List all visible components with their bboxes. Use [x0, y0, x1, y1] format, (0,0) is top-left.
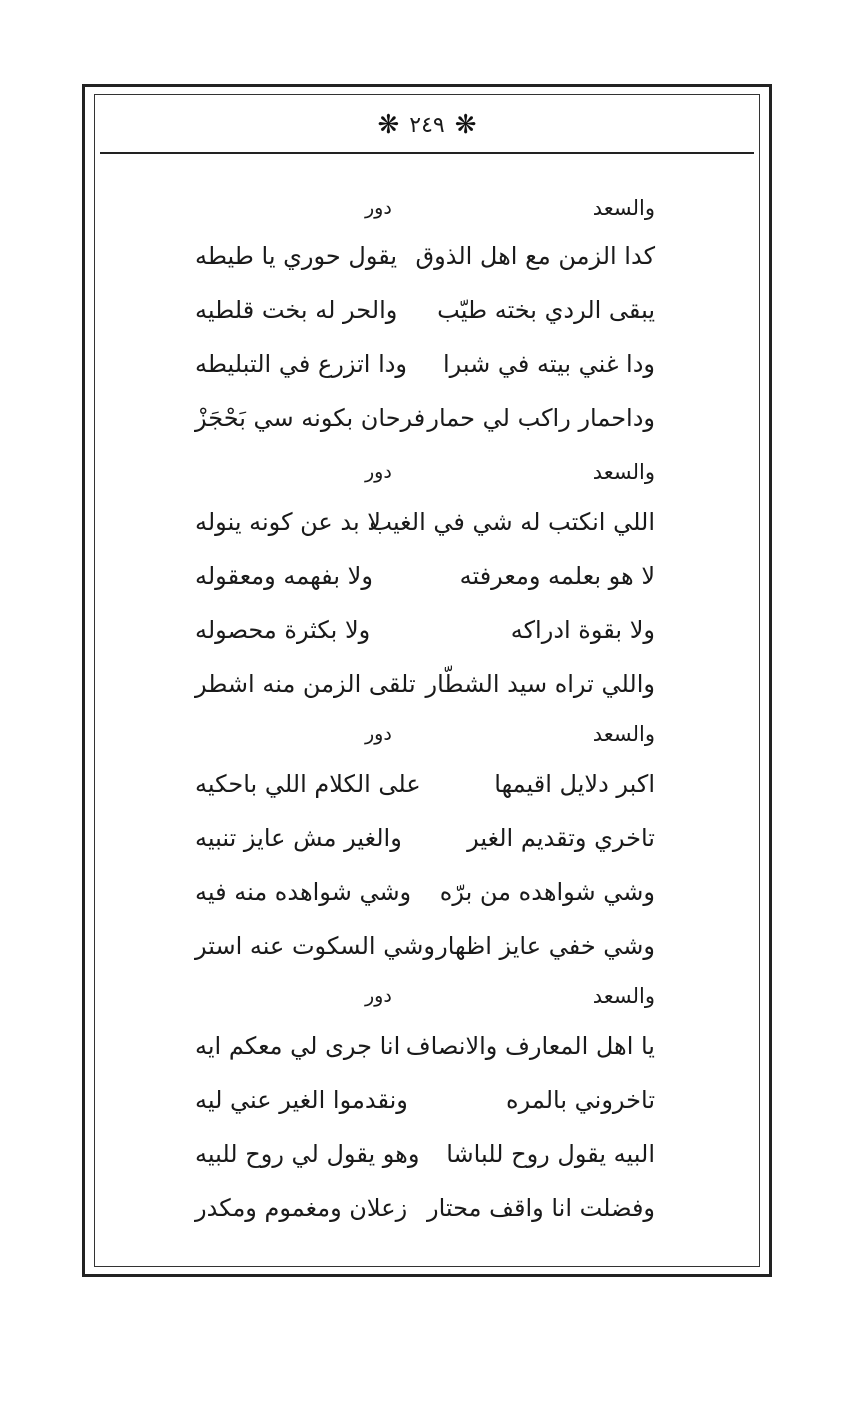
verse-line — [195, 1080, 655, 1120]
hemistich-right: يا اهل المعارف والانصاف — [405, 1032, 655, 1060]
hemistich-left: والحر له بخت قلطيه — [195, 296, 398, 324]
hemistich-left: انا جرى لي معكم ايه — [195, 1032, 401, 1060]
verse-line — [195, 1188, 655, 1228]
hemistich-right: يبقى الردي بخته طيّب — [437, 296, 655, 324]
hemistich-right: واللي تراه سيد الشطّار — [425, 670, 655, 698]
hemistich-left: ونقدموا الغير عني ليه — [195, 1086, 408, 1114]
verse-line — [195, 764, 655, 804]
refrain-word: والسعد — [592, 984, 655, 1008]
dawr-label: دور — [365, 723, 392, 745]
hemistich-right: ولا بقوة ادراكه — [510, 616, 655, 644]
hemistich-right: وداحمار راكب لي حمار — [427, 404, 655, 432]
hemistich-left: وشي السكوت عنه استر — [195, 932, 435, 960]
hemistich-right: تاخروني بالمره — [506, 1086, 655, 1114]
verse-line — [195, 1026, 655, 1066]
verse-line — [195, 664, 655, 704]
hemistich-left: ولا بفهمه ومعقوله — [195, 562, 373, 590]
hemistich-right: وشي شواهده من برّه — [439, 878, 655, 906]
verse-line — [195, 1134, 655, 1174]
verse-line — [195, 344, 655, 384]
hemistich-right: اللي انكتب له شي في الغيب — [369, 508, 655, 536]
verse-line — [195, 926, 655, 966]
refrain-word: والسعد — [592, 460, 655, 484]
section-marker — [195, 188, 655, 228]
hemistich-left: وهو يقول لي روح للبيه — [195, 1140, 420, 1168]
hemistich-left: لا بد عن كونه ينوله — [195, 508, 381, 536]
section-marker — [195, 452, 655, 492]
hemistich-right: اكبر دلايل اقيمها — [494, 770, 655, 798]
hemistich-right: لا هو بعلمه ومعرفته — [459, 562, 655, 590]
dawr-label: دور — [365, 197, 392, 219]
hemistich-left: وشي شواهده منه فيه — [195, 878, 412, 906]
ornament-star-icon: ❋ — [377, 110, 400, 140]
hemistich-right: تاخري وتقديم الغير — [467, 824, 655, 852]
verse-line — [195, 556, 655, 596]
section-marker — [195, 714, 655, 754]
verse-line — [195, 290, 655, 330]
hemistich-left: زعلان ومغموم ومكدر — [195, 1194, 408, 1222]
refrain-word: والسعد — [592, 722, 655, 746]
ornament-star-icon: ❋ — [454, 110, 477, 140]
section-marker — [195, 976, 655, 1016]
hemistich-left: يقول حوري يا طيطه — [195, 242, 398, 270]
verse-line — [195, 610, 655, 650]
dawr-label: دور — [365, 461, 392, 483]
verse-line — [195, 398, 655, 438]
hemistich-left: ولا بكثرة محصوله — [195, 616, 371, 644]
hemistich-right: وفضلت انا واقف محتار — [427, 1194, 655, 1222]
hemistich-left: ودا اتزرع في التبليطه — [195, 350, 408, 378]
hemistich-left: والغير مش عايز تنبيه — [195, 824, 402, 852]
verse-line — [195, 502, 655, 542]
page-number: ٢٤٩ — [409, 112, 445, 138]
verse-line — [195, 872, 655, 912]
verse-line — [195, 236, 655, 276]
hemistich-right: ودا غني بيته في شبرا — [442, 350, 655, 378]
hemistich-right: البيه يقول روح للباشا — [446, 1140, 655, 1168]
verse-line — [195, 818, 655, 858]
hemistich-left: تلقى الزمن منه اشطر — [195, 670, 416, 698]
hemistich-left: على الكلام اللي باحكيه — [195, 770, 421, 798]
hemistich-right: وشي خفي عايز اظهار — [436, 932, 655, 960]
hemistich-left: فرحان بكونه سي بَحْجَزْ — [195, 404, 426, 432]
dawr-label: دور — [365, 985, 392, 1007]
hemistich-right: كدا الزمن مع اهل الذوق — [415, 242, 655, 270]
refrain-word: والسعد — [592, 196, 655, 220]
